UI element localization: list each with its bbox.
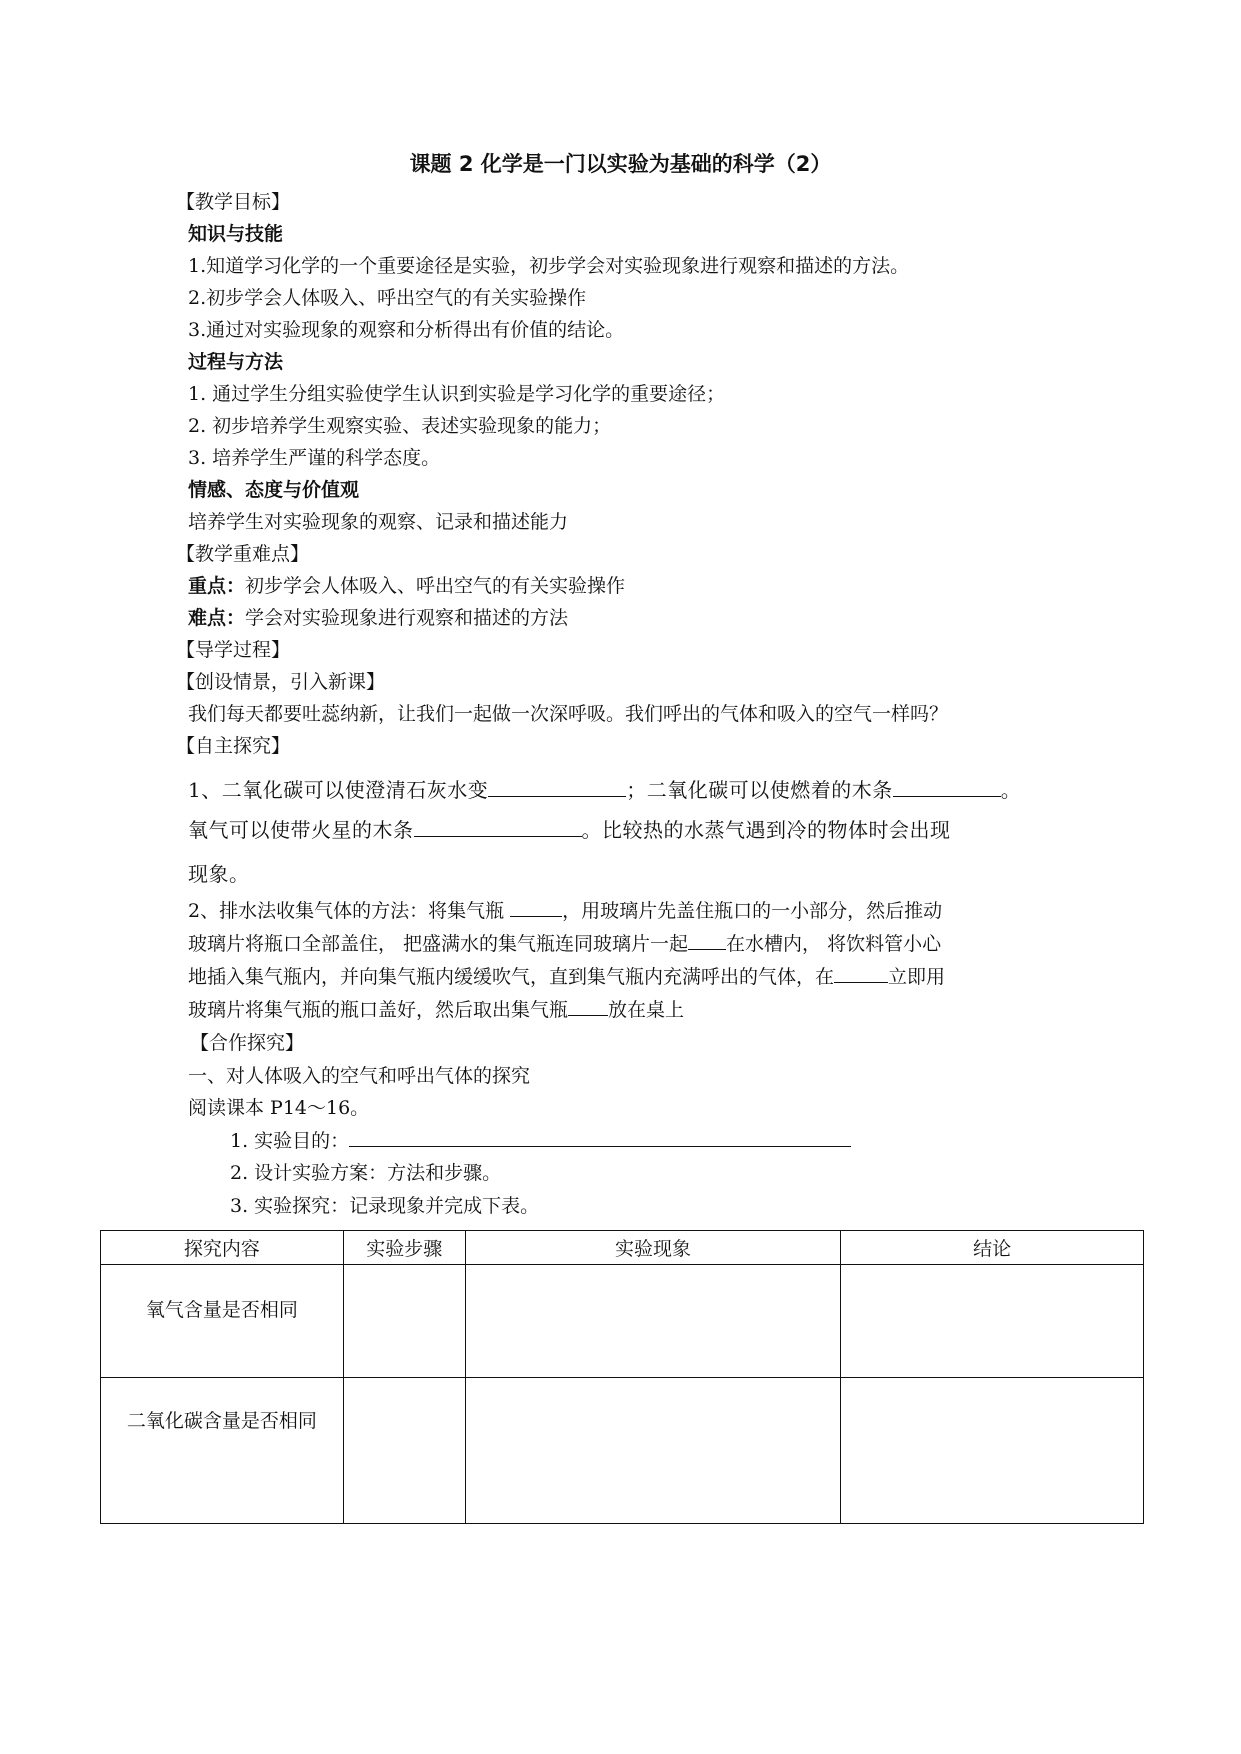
step-explore: 3. 实验探究：记录现象并完成下表。 (230, 1195, 540, 1217)
process-item: 3. 培养学生严谨的科学态度。 (188, 447, 441, 469)
answer-blank[interactable] (414, 818, 582, 837)
key-point (188, 574, 625, 598)
answer-blank[interactable] (488, 778, 626, 797)
question-2-line-3: 地插入集气瓶内，并向集气瓶内缓缓吹气，直到集气瓶内充满呼出的气体，在 立即用 (188, 966, 946, 988)
step-purpose: 1. 实验目的： (230, 1128, 851, 1153)
objectives-heading: 【教学目标】 (176, 191, 291, 213)
question-2-line-2: 玻璃片将瓶口全部盖住， 把盛满水的集气瓶连同玻璃片一起 在水槽内， 将饮料管小心 (188, 933, 942, 955)
question-2-line-4: 玻璃片将集气瓶的瓶口盖好，然后取出集气瓶 放在桌上 (188, 999, 685, 1021)
self-study-heading: 【自主探究】 (176, 735, 291, 757)
table-cell-empty[interactable] (841, 1265, 1144, 1378)
table-header: 结论 (841, 1231, 1144, 1265)
table-cell-subject: 二氧化碳含量是否相同 (101, 1378, 344, 1524)
read-text: 阅读课本 P14～16。 (188, 1097, 370, 1119)
emotion-text: 培养学生对实验现象的观察、记录和描述能力 (188, 511, 569, 533)
question-1-line-1: 1、二氧化碳可以使澄清石灰水变 ；二氧化碳可以使燃着的木条 。 (188, 778, 1022, 802)
scene-heading: 【创设情景，引入新课】 (176, 671, 386, 693)
key-label: 重点： (188, 575, 246, 597)
table-row (101, 1378, 1144, 1524)
table-cell-empty[interactable] (343, 1378, 465, 1524)
emotion-heading: 情感、态度与价值观 (188, 479, 360, 501)
question-2-line-1: 2、排水法收集气体的方法：将集气瓶 ，用玻璃片先盖住瓶口的一小部分，然后推动 (188, 900, 943, 922)
knowledge-item: 2.初步学会人体吸入、呼出空气的有关实验操作 (188, 287, 587, 309)
table-header: 实验现象 (465, 1231, 841, 1265)
answer-blank[interactable] (568, 997, 608, 1016)
knowledge-item: 3.通过对实验现象的观察和分析得出有价值的结论。 (188, 319, 625, 341)
table-row (101, 1265, 1144, 1378)
difficulty-text: 学会对实验现象进行观察和描述的方法 (245, 607, 569, 629)
coop-heading: 【合作探究】 (190, 1032, 305, 1054)
keypoints-heading: 【教学重难点】 (176, 543, 310, 565)
question-1-line-3: 现象。 (188, 862, 250, 886)
process-item: 1. 通过学生分组实验使学生认识到实验是学习化学的重要途径； (188, 383, 726, 405)
table-header: 实验步骤 (343, 1231, 465, 1265)
knowledge-heading: 知识与技能 (188, 223, 284, 245)
coop-title: 一、对人体吸入的空气和呼出气体的探究 (188, 1065, 531, 1087)
knowledge-item: 1.知道学习化学的一个重要途径是实验，初步学会对实验现象进行观察和描述的方法。 (188, 255, 910, 277)
table-cell-empty[interactable] (465, 1265, 841, 1378)
answer-blank[interactable] (510, 898, 562, 917)
scene-text: 我们每天都要吐蕊纳新，让我们一起做一次深呼吸。我们呼出的气体和吸入的空气一样吗？ (188, 703, 949, 725)
table-header-row (101, 1231, 1144, 1265)
question-1-line-2: 氧气可以使带火星的木条 。比较热的水蒸气遇到冷的物体时会出现 (188, 818, 951, 842)
answer-blank[interactable] (893, 778, 1001, 797)
answer-blank[interactable] (834, 964, 888, 983)
experiment-table (100, 1230, 1144, 1524)
key-text: 初步学会人体吸入、呼出空气的有关实验操作 (245, 575, 626, 597)
table-header: 探究内容 (101, 1231, 344, 1265)
difficulty-point (188, 606, 568, 630)
difficulty-label: 难点： (188, 607, 246, 629)
table-cell-empty[interactable] (465, 1378, 841, 1524)
page-title: 课题 2 化学是一门以实验为基础的科学（2） (409, 152, 832, 176)
guide-heading: 【导学过程】 (176, 639, 291, 661)
table-cell-empty[interactable] (841, 1378, 1144, 1524)
answer-blank[interactable] (688, 931, 726, 950)
table-cell-empty[interactable] (343, 1265, 465, 1378)
step-design: 2. 设计实验方案：方法和步骤。 (230, 1162, 502, 1184)
process-item: 2. 初步培养学生观察实验、表述实验现象的能力； (188, 415, 612, 437)
answer-blank[interactable] (349, 1128, 851, 1147)
table-cell-subject: 氧气含量是否相同 (101, 1265, 344, 1378)
process-heading: 过程与方法 (188, 351, 284, 373)
